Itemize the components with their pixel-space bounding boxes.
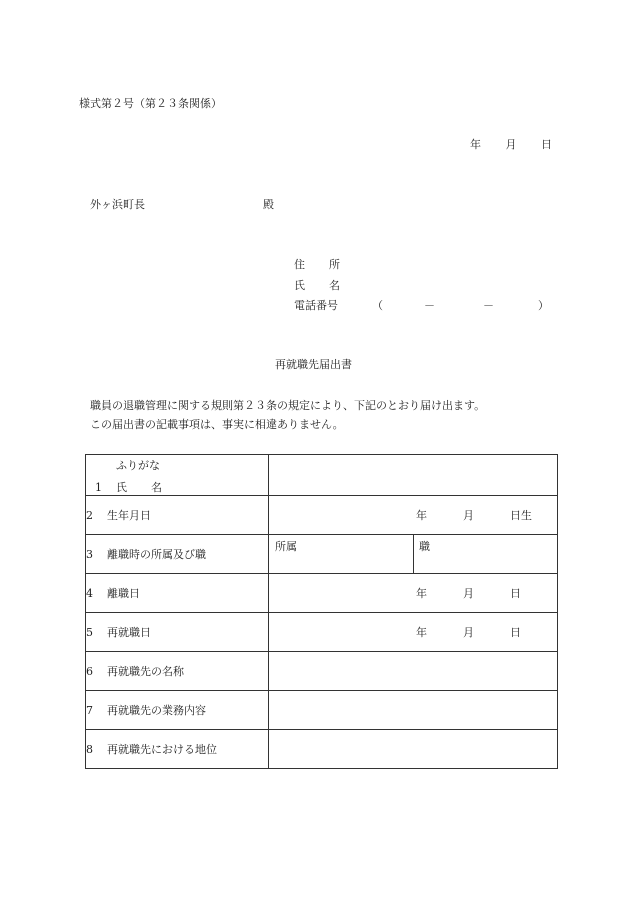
- table-row-business: [86, 691, 558, 730]
- day-label: 日: [541, 138, 552, 151]
- applicant-address-label: 住 所: [294, 258, 340, 271]
- body-line-2: この届出書の記載事項は、事実に相違ありません。: [90, 418, 344, 431]
- phone-dash-2: －: [483, 299, 494, 312]
- employer-name-input-cell[interactable]: [269, 652, 558, 691]
- dept-label: 所属: [275, 540, 297, 553]
- business-label: 7 再就職先の業務内容: [86, 691, 269, 730]
- position-title-label: 8 再就職先における地位: [86, 730, 269, 769]
- table-row-employer-name: [86, 652, 558, 691]
- honorific: 殿: [263, 198, 274, 211]
- month-label: 月: [505, 138, 517, 151]
- phone-paren-close: ）: [538, 299, 549, 312]
- body-line-1: 職員の退職管理に関する規則第２３条の規定により、下記のとおり届け出ます。: [90, 399, 486, 412]
- birth-year-label: 年: [416, 509, 427, 522]
- birth-month-label: 月: [463, 509, 474, 522]
- table-row-reemployment-date: [86, 613, 558, 652]
- retire-year-label: 年: [416, 587, 427, 600]
- birthdate-label: 2 生年月日: [86, 496, 269, 535]
- position-subcell[interactable]: [413, 535, 430, 573]
- dept-position-input-cell[interactable]: [269, 535, 558, 574]
- submission-date: [470, 139, 552, 150]
- retire-month-label: 月: [463, 587, 474, 600]
- addressee: 外ヶ浜町長: [90, 198, 145, 211]
- phone-dash-1: －: [424, 299, 435, 312]
- name-label-cell: [86, 455, 269, 496]
- business-input-cell[interactable]: [269, 691, 558, 730]
- table-row-name: [86, 455, 558, 496]
- birth-day-label: 日生: [510, 509, 532, 522]
- retirement-date-label: 4 離職日: [86, 574, 269, 613]
- name-input-cell[interactable]: [269, 455, 558, 496]
- table-row-retirement-date: [86, 574, 558, 613]
- birthdate-input-cell[interactable]: [269, 496, 558, 535]
- table-row-birthdate: [86, 496, 558, 535]
- form-number: 様式第２号（第２３条関係）: [79, 97, 222, 110]
- retire-day-label: 日: [510, 587, 521, 600]
- position-label: 職: [419, 540, 430, 553]
- furigana-label: ふりがな: [116, 459, 160, 472]
- position-title-input-cell[interactable]: [269, 730, 558, 769]
- table-row-position-title: [86, 730, 558, 769]
- reemploy-day-label: 日: [510, 626, 521, 639]
- reemployment-date-label: 5 再就職日: [86, 613, 269, 652]
- retirement-date-input-cell[interactable]: [269, 574, 558, 613]
- applicant-name-label: 氏 名: [294, 279, 340, 292]
- registration-table: [85, 454, 558, 769]
- document-title: 再就職先届出書: [275, 358, 352, 371]
- reemployment-date-input-cell[interactable]: [269, 613, 558, 652]
- reemploy-year-label: 年: [416, 626, 427, 639]
- applicant-phone-label: 電話番号: [294, 299, 338, 312]
- table-row-dept-position: [86, 535, 558, 574]
- name-label: 1 氏 名: [95, 481, 162, 494]
- employer-name-label: 6 再就職先の名称: [86, 652, 269, 691]
- dept-position-label: 3 離職時の所属及び職: [86, 535, 269, 574]
- phone-paren-open: （: [372, 299, 383, 312]
- year-label: 年: [470, 138, 481, 151]
- reemploy-month-label: 月: [463, 626, 474, 639]
